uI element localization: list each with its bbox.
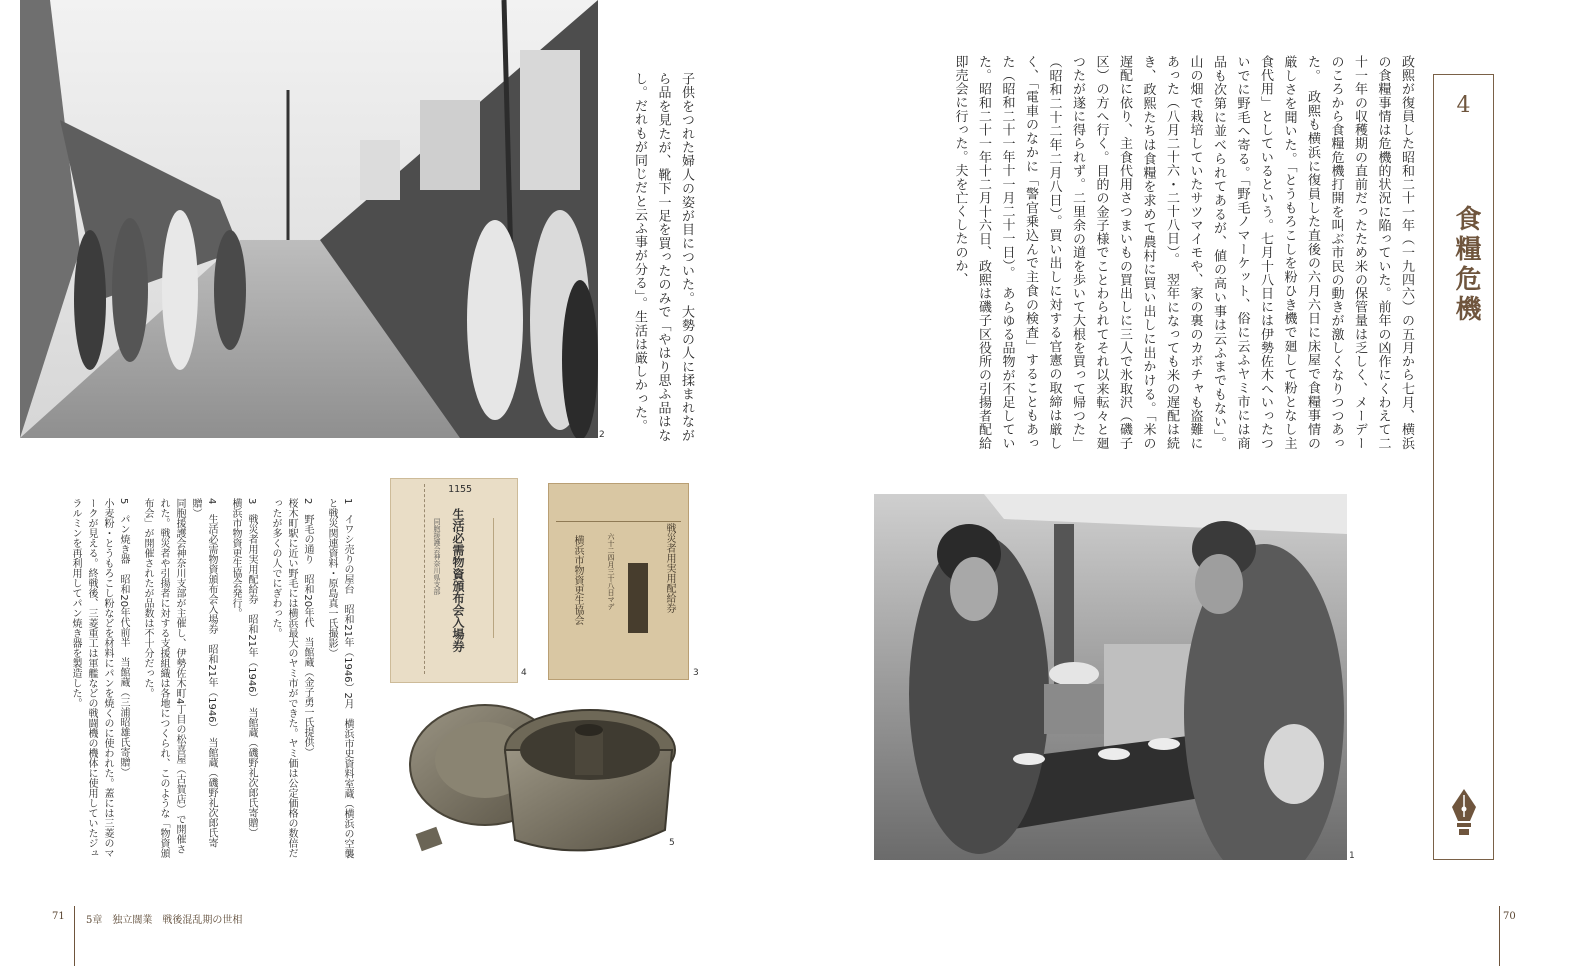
fig-number-bread-maker: 5 [669, 838, 675, 848]
caption-text: 生活必需物資頒布会入場券 昭和21年（1946） 当館蔵（磯野礼次郎氏寄贈） [190, 498, 217, 848]
caption-3 [227, 498, 259, 838]
street-market-photo [20, 0, 598, 438]
captions-block [70, 498, 355, 863]
page-divider-left [74, 906, 75, 966]
page-number-right: 70 [1503, 911, 1516, 922]
caption-text: 横浜市物資更生協会発行。 [230, 498, 241, 618]
caption-number: 4 [206, 498, 217, 505]
ticket-issuer: 同胞援護会神奈川県支部 [433, 518, 441, 595]
caption-number: 1 [342, 498, 353, 505]
caption-4 [139, 498, 219, 863]
ticket-deadline: 六十二四月三十八日マデ [607, 533, 615, 610]
ticket-serial: 1155 [448, 484, 473, 495]
caption-number: 2 [302, 498, 313, 505]
fig-number-ticket-left: 4 [521, 668, 527, 678]
running-head: 5章 独立闊業 戦後混乱期の世相 [86, 915, 243, 926]
page-number-left: 71 [52, 911, 65, 922]
bread-maker-photo [400, 690, 685, 865]
caption-text: 同胞援護会神奈川支部が主催し、伊勢佐木町4丁目の松喜屋（古賀店）で開催された。戦災者や引揚者に対する支援組織は各地につくられ、このような「物資頒布会」が開催されたが品数は不十分だった。 [142, 498, 185, 858]
ticket-title: 生活必需物資頒布会入場券 [451, 508, 465, 652]
caption-text: 戦災者用実用配給券 昭和21年（1946） 当館蔵（磯野礼次郎氏寄贈） [246, 514, 257, 838]
caption-2 [267, 498, 315, 863]
body-text-left: 子供をつれた婦人の姿が目についた。大勢の人に揉まれながら品を見たが、靴下一足を買ったのみで「やはり思ふ品はなし。だれもが同じだと云ふ事が分る」。生活は厳しかった。 [632, 72, 694, 442]
pen-nib-icon [1450, 787, 1478, 841]
caption-text: 野毛の通り 昭和20年代 当館蔵（金子勇一氏提供） [302, 514, 313, 758]
caption-text: 桜木町駅に近い野毛には横浜最大のヤミ市ができた。ヤミ価は公定価格の数倍だったが多くの人でにぎわった。 [270, 498, 297, 858]
ticket-title: 戦災者用実用配給券 [664, 523, 675, 613]
caption-number: 3 [246, 498, 257, 505]
fig-number-street: 2 [599, 430, 605, 440]
ticket-entrance-pass [390, 478, 518, 683]
chapter-heading-box [1433, 74, 1494, 860]
caption-text: 小麦粉・とうもろこし粉などを材料にパンを焼くのに使われた。蓋には三菱のマークが見える。終戦後、三菱重工は軍艦などの戦闘機の機体に使用していたジュラルミンを再利用してパン焼き器を製造した。 [70, 498, 113, 858]
ticket-issuer: 横浜市物資更生協会 [572, 535, 583, 625]
caption-text: イワシ売りの屋台 昭和21年（1946）2月 横浜市史資料室蔵（横浜の空襲と戦災関連資料・原島真一氏撮影） [326, 498, 353, 859]
chapter-number: 4 [1456, 93, 1471, 118]
fig-number-ticket-right: 3 [693, 668, 699, 678]
page-divider-right [1499, 906, 1500, 966]
caption-5 [67, 498, 131, 863]
body-text-right: 政熙が復員した昭和二十一年（一九四六）の五月から七月、横浜の食糧事情は危機的状況に陥っていた。前年の凶作にくわえて二十一年の収穫期の直前だったため米の保管量は乏しく、メーデーのころから食糧危機打開を叫ぶ市民の動きが激しくなりつつあった。 政熙も横浜に復員した直後の六月六日に床屋で食糧事情の厳しさを聞いた。「とうもろこしを粉ひき機で廻して粉となし主食代用」としているという。七月十八日には伊勢佐木へいったついでに野毛へ寄る。「野毛ノマーケット、俗に云ふヤミ市には商品も次第に並べられてあるが、値の高い事は云ふまでもない」。山の畑で栽培していたサツマイモや、家の裏のカボチャも盗難にあった（八月二十六・二十八日）。 翌年になっても米の遅配は続き、政熙たちは食糧を求めて農村に買い出しに出かける。「米の遅配に依り、主食代用さつまいもの買出しに三人で氷取沢（磯子区）の方へ行く。目的の金子様でことわられてそれ以来転々と廻つたが遂に得られず。二里余の道を歩いて大根を買って帰つた」（昭和二十二年二月八日）。買い出しに対する官憲の取締は厳しく、「電車のなかに「警官乗込んで主食の検査」することもあった（昭和二十一年十一月二十一日）。 あらゆる品物が不足していた。昭和二十一年十二月十六日、政熙は磯子区役所の引揚者配給即売会に行った。夫を亡くしたのか、 [952, 55, 1414, 450]
caption-text: パン焼き器 昭和20年代前半 当館蔵（三浦昭雄氏寄贈） [118, 514, 129, 778]
caption-number: 5 [118, 498, 129, 505]
sardine-stall-photo [874, 494, 1347, 860]
fig-number-stall: 1 [1349, 851, 1355, 861]
ticket-stamp [628, 563, 648, 633]
ticket-ration-coupon [548, 483, 689, 680]
chapter-title: 食糧危機 [1451, 205, 1481, 325]
caption-1 [323, 498, 355, 863]
